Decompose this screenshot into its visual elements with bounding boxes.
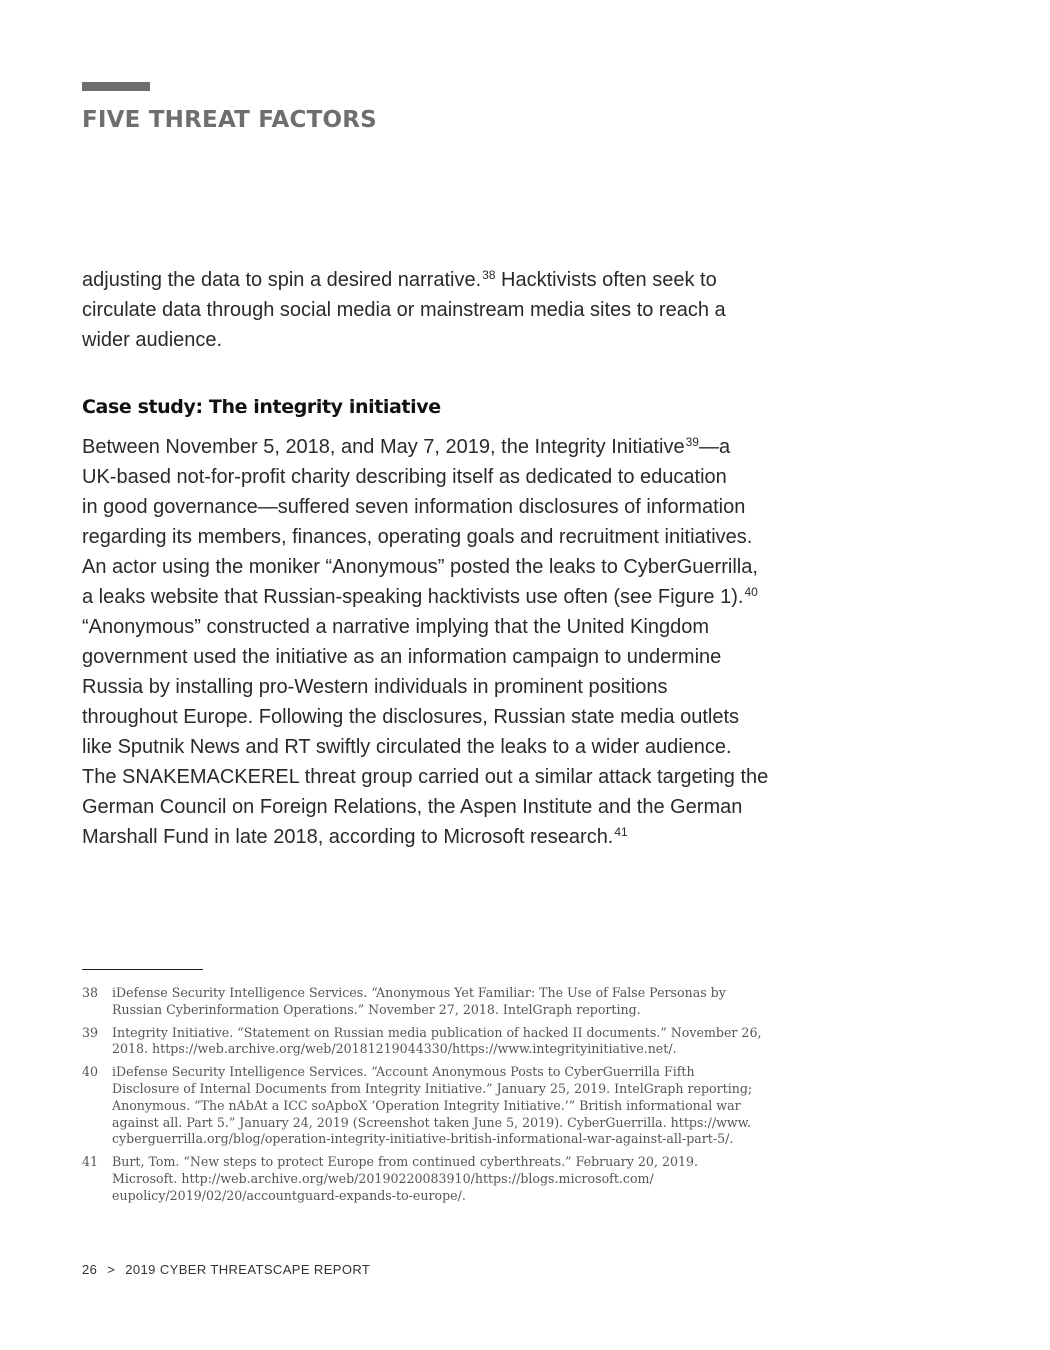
intro-line-3: wider audience. bbox=[82, 329, 223, 351]
footnote-line: Russian Cyberinformation Operations.” November 27, 2018. IntelGraph reporting. bbox=[112, 1001, 641, 1017]
case-study-paragraph bbox=[82, 432, 842, 852]
case-line-13: German Council on Foreign Relations, the Aspen Institute and the German bbox=[82, 796, 743, 818]
case-line-4: regarding its members, finances, operating goals and recruitment initiatives. bbox=[82, 526, 753, 548]
footnote-link-line[interactable]: cyberguerrilla.org/blog/operation-integrity-initiative-british-informational-war-against-all-part-5/. bbox=[112, 1131, 734, 1147]
case-line-1-text-cont: —a bbox=[698, 436, 731, 458]
footnote-40 bbox=[82, 1064, 842, 1148]
footnote-line: Burt, Tom. “New steps to protect Europe from continued cyberthreats.” February 20, 2019. bbox=[112, 1154, 699, 1170]
footnote-text bbox=[112, 1064, 842, 1148]
footnote-number: 41 bbox=[82, 1154, 99, 1170]
footnote-text bbox=[112, 985, 842, 1019]
case-line-1-text: Between November 5, 2018, and May 7, 2019, the Integrity Initiative bbox=[82, 436, 685, 458]
footer-separator: > bbox=[107, 1262, 116, 1277]
case-line-14-text: Marshall Fund in late 2018, according to Microsoft research. bbox=[82, 826, 614, 848]
footnote-link-line[interactable]: against all. Part 5.” January 24, 2019 (Screenshot taken June 5, 2019). CyberGuerrilla. https://www. bbox=[112, 1114, 751, 1130]
case-line-1 bbox=[82, 432, 842, 462]
case-line-11: like Sputnik News and RT swiftly circulated the leaks to a wider audience. bbox=[82, 736, 732, 758]
footnote-number: 39 bbox=[82, 1024, 99, 1040]
case-line-6-text: a leaks website that Russian-speaking hacktivists use often (see Figure 1). bbox=[82, 586, 744, 608]
footnote-text bbox=[112, 1025, 842, 1059]
case-line-3: in good governance—suffered seven information disclosures of information bbox=[82, 496, 746, 518]
footnote-line: Integrity Initiative. “Statement on Russian media publication of hacked II documents.” November 26, bbox=[112, 1024, 762, 1040]
footnote-number: 38 bbox=[82, 985, 99, 1000]
intro-line-1 bbox=[82, 265, 842, 295]
footnote-link-line[interactable]: eupolicy/2019/02/20/accountguard-expands-to-europe/. bbox=[112, 1187, 466, 1203]
intro-paragraph bbox=[82, 265, 842, 355]
footnote-39 bbox=[82, 1025, 842, 1059]
footnote-divider bbox=[82, 969, 203, 970]
footnote-number: 40 bbox=[82, 1064, 99, 1080]
footnote-41 bbox=[82, 1154, 842, 1204]
footnote-text bbox=[112, 1154, 842, 1204]
case-line-12: The SNAKEMACKEREL threat group carried out a similar attack targeting the bbox=[82, 766, 769, 788]
report-title: 2019 CYBER THREATSCAPE REPORT bbox=[125, 1262, 371, 1277]
case-line-10: throughout Europe. Following the disclosures, Russian state media outlets bbox=[82, 706, 740, 728]
intro-line-2: circulate data through social media or mainstream media sites to reach a bbox=[82, 299, 726, 321]
section-title: FIVE THREAT FACTORS bbox=[82, 107, 377, 133]
footnote-line: iDefense Security Intelligence Services. “Anonymous Yet Familiar: The Use of False Personas by bbox=[112, 985, 726, 1000]
footnotes-list bbox=[82, 985, 842, 1211]
footnote-line: Disclosure of Internal Documents from Integrity Initiative.” January 25, 2019. IntelGraph reporting; bbox=[112, 1080, 753, 1096]
page-footer bbox=[82, 1262, 376, 1277]
footnote-line: Anonymous. “The nAbAt a ICC soApboX ‘Operation Integrity Initiative.’” British informational war bbox=[112, 1097, 741, 1113]
intro-line-1-text-cont: Hacktivists often seek to bbox=[495, 269, 717, 291]
page-number: 26 bbox=[82, 1262, 98, 1277]
footnote-ref-39[interactable]: 39 bbox=[685, 435, 699, 449]
case-line-5: An actor using the moniker “Anonymous” posted the leaks to CyberGuerrilla, bbox=[82, 556, 758, 578]
case-line-8: government used the initiative as an information campaign to undermine bbox=[82, 646, 722, 668]
section-accent-bar bbox=[82, 82, 150, 91]
footnote-ref-40[interactable]: 40 bbox=[744, 585, 758, 599]
case-line-6 bbox=[82, 582, 842, 612]
footnote-link-line[interactable]: Microsoft. http://web.archive.org/web/20190220083910/https://blogs.microsoft.com/ bbox=[112, 1170, 654, 1186]
footnote-ref-38[interactable]: 38 bbox=[482, 268, 496, 282]
case-study-heading: Case study: The integrity initiative bbox=[82, 396, 441, 418]
case-line-9: Russia by installing pro-Western individuals in prominent positions bbox=[82, 676, 668, 698]
footnote-ref-41[interactable]: 41 bbox=[614, 825, 628, 839]
case-line-14 bbox=[82, 822, 842, 852]
footnote-link-line[interactable]: 2018. https://web.archive.org/web/20181219044330/https://www.integrityinitiative.net/. bbox=[112, 1041, 677, 1057]
footnote-line: iDefense Security Intelligence Services. “Account Anonymous Posts to CyberGuerrilla Fifth bbox=[112, 1064, 695, 1080]
footnote-38 bbox=[82, 985, 842, 1019]
intro-line-1-text: adjusting the data to spin a desired narrative. bbox=[82, 269, 482, 291]
case-line-2: UK-based not-for-profit charity describing itself as dedicated to education bbox=[82, 466, 727, 488]
case-line-7: “Anonymous” constructed a narrative implying that the United Kingdom bbox=[82, 616, 709, 638]
